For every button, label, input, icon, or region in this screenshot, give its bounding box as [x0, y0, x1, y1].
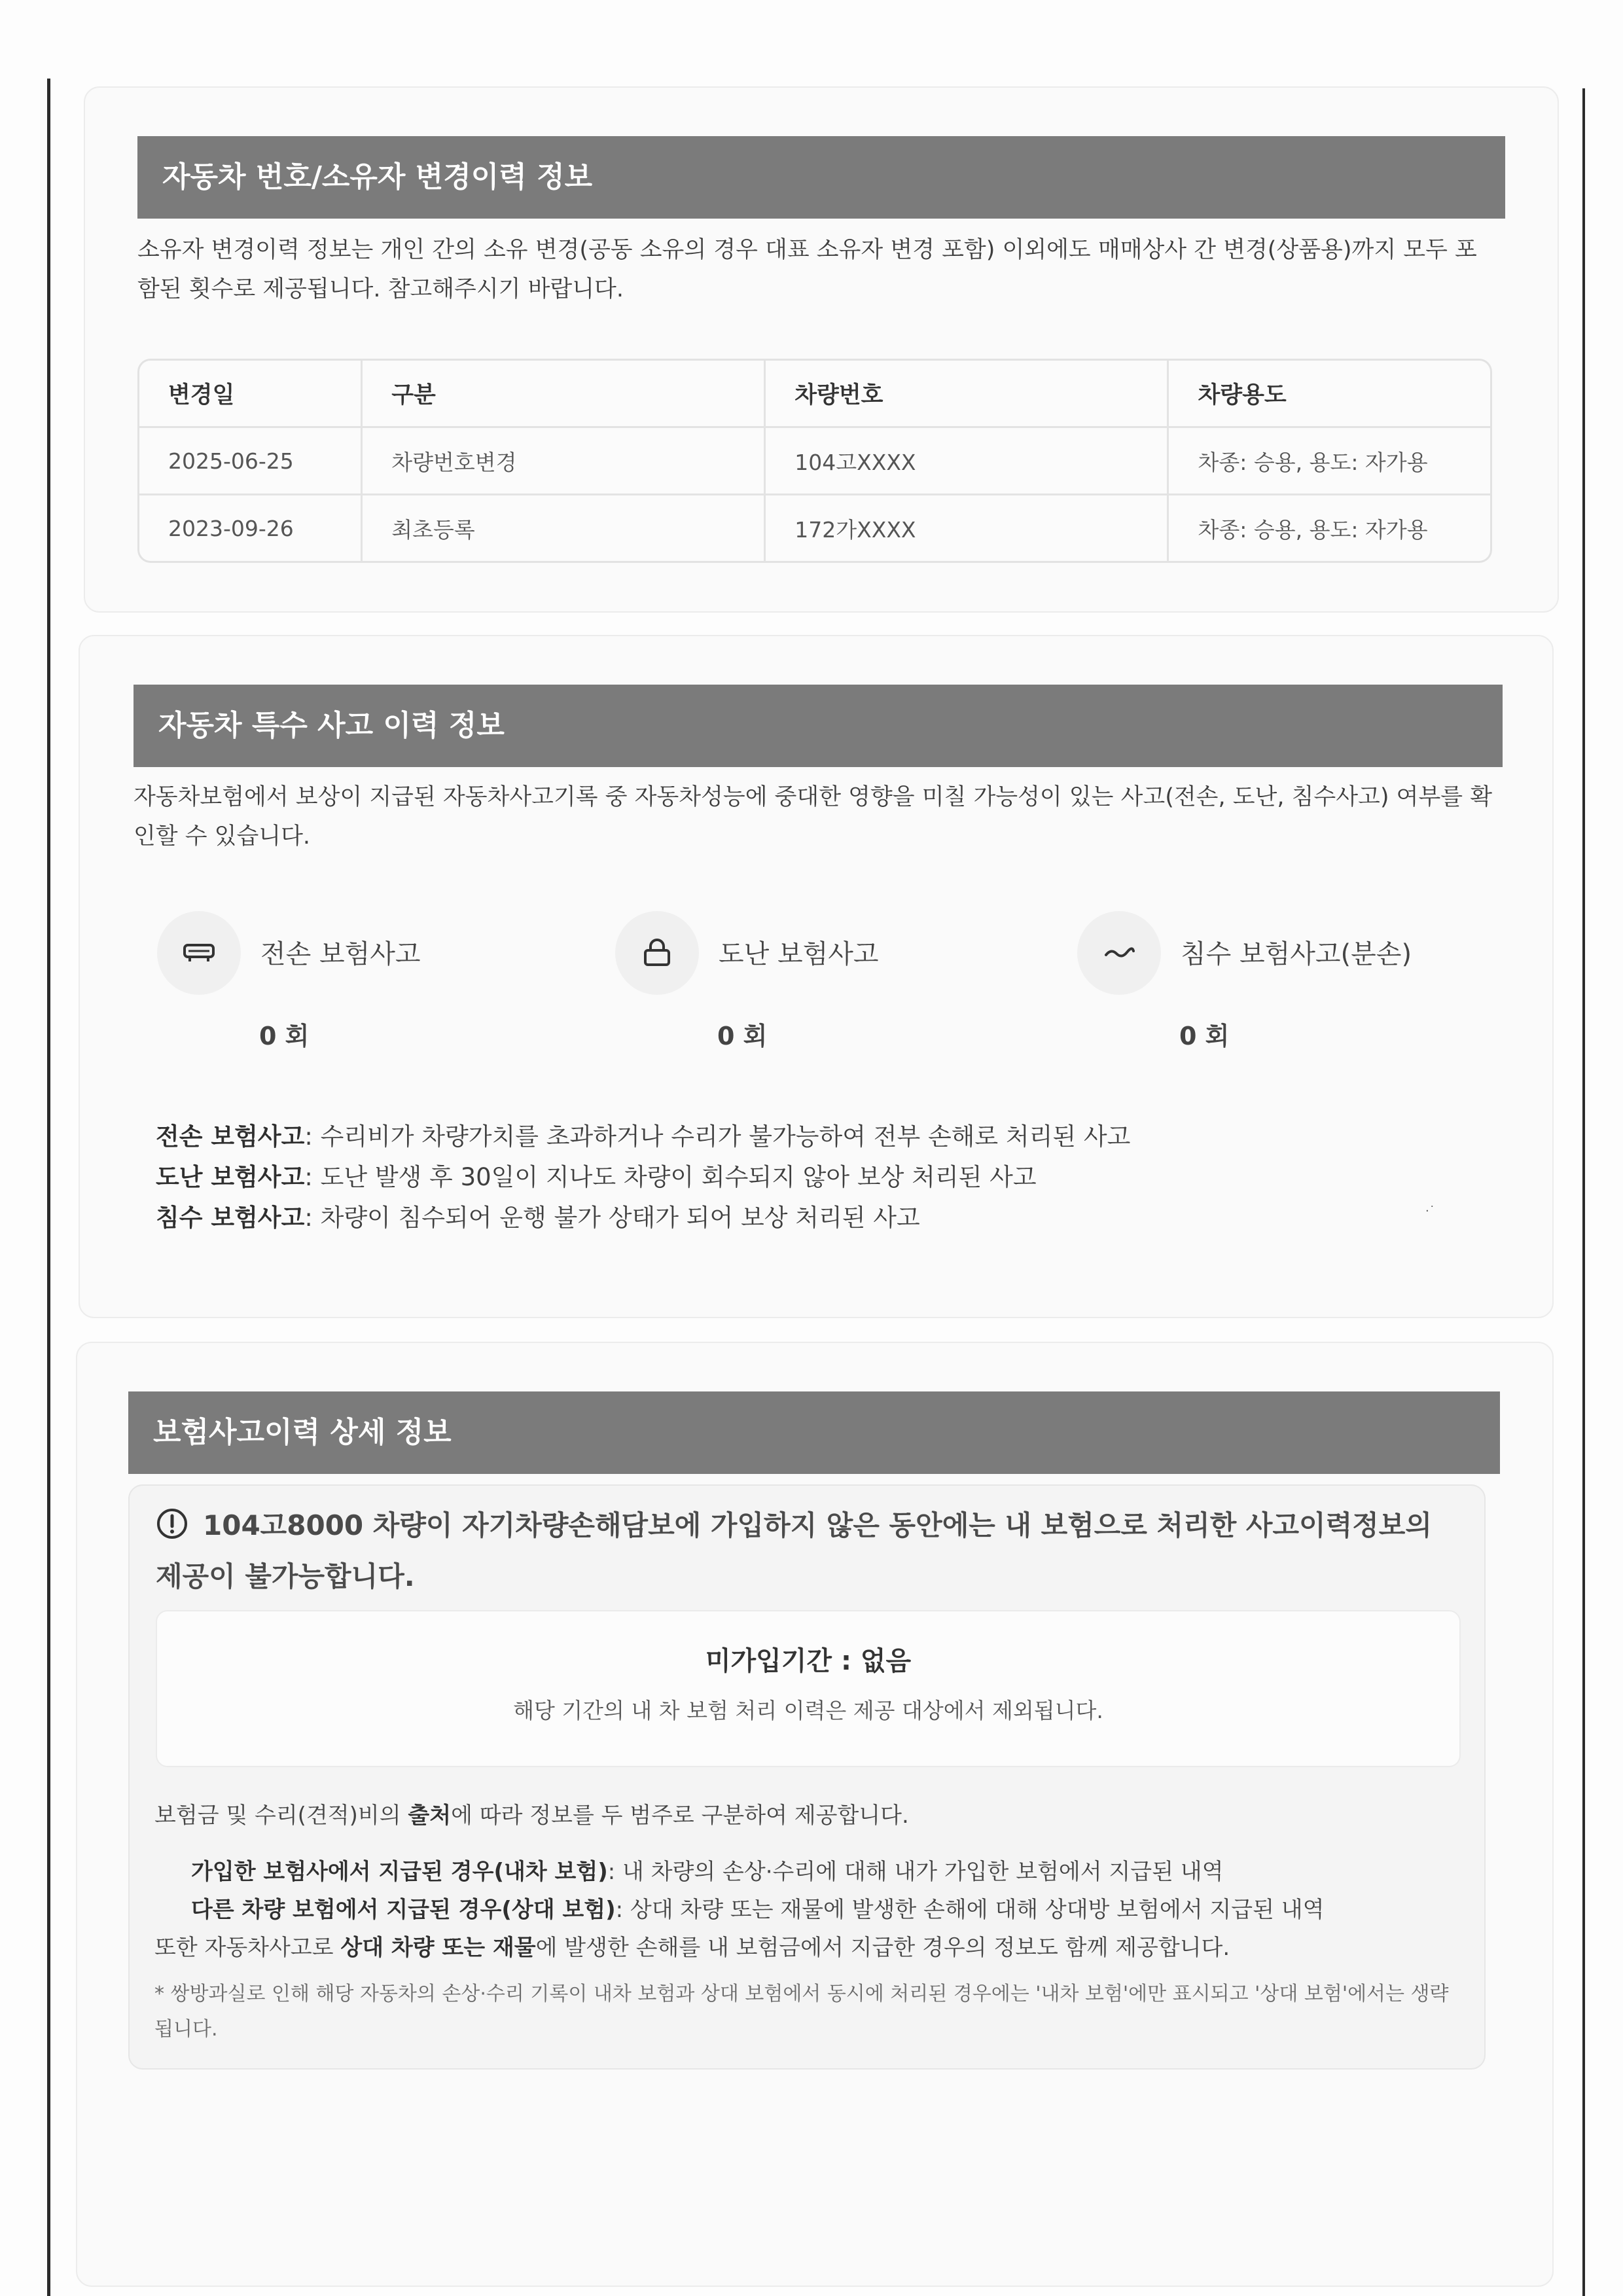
flood-label: 침수 보험사고(분손)	[1181, 939, 1412, 969]
source-intro	[154, 1797, 909, 1834]
section-title-ownership: 자동차 번호/소유자 변경이력 정보	[137, 136, 1505, 219]
scan-edge-left	[47, 79, 50, 2296]
source-intro-a: 보험금 및 수리(견적)비의	[154, 1803, 408, 1829]
theft-icon-circle	[615, 911, 699, 995]
total-loss-item	[157, 911, 576, 1081]
cell-usage: 차종: 승용, 용도: 자가용	[1169, 493, 1490, 561]
notice-text: 104고8000 차량이 자기차량손해담보에 가입하지 않은 동안에는 내 보험으로 처리한 사고이력정보의 제공이 불가능합니다.	[156, 1509, 1432, 1592]
flood-count: 0 회	[1179, 1022, 1230, 1050]
definition-term: 도난 보험사고	[156, 1163, 305, 1191]
definition-theft	[156, 1157, 1037, 1198]
own-insurance-text: : 내 차량의 손상·수리에 대해 내가 가입한 보험에서 지급된 내역	[607, 1859, 1224, 1885]
ownership-history-table	[137, 359, 1492, 563]
source-intro-b: 출처	[408, 1803, 452, 1829]
section-title-special-accident: 자동차 특수 사고 이력 정보	[134, 685, 1503, 767]
car-icon	[179, 933, 219, 973]
own-insurance-line	[191, 1854, 1223, 1890]
other-insurance-line	[191, 1892, 1324, 1928]
table-row	[139, 426, 1490, 493]
definition-term: 침수 보험사고	[156, 1204, 305, 1232]
lock-icon	[637, 933, 677, 973]
total-loss-label: 전손 보험사고	[260, 939, 421, 969]
definition-text: : 차량이 침수되어 운행 불가 상태가 되어 보상 처리된 사고	[304, 1204, 920, 1232]
notice-message	[156, 1503, 1452, 1600]
also-a: 또한 자동차사고로	[154, 1935, 341, 1961]
col-header-usage: 차량용도	[1198, 382, 1287, 408]
cell-date: 2023-09-26	[139, 493, 363, 561]
scan-edge-right	[1582, 88, 1585, 2296]
uninsured-period-box	[156, 1610, 1461, 1767]
definition-term: 전손 보험사고	[156, 1122, 305, 1151]
theft-label: 도난 보험사고	[719, 939, 879, 969]
cell-plate: 172가XXXX	[766, 493, 1169, 561]
definition-flood	[156, 1198, 920, 1238]
cell-type: 차량번호변경	[363, 426, 766, 493]
section-title-insurance-detail: 보험사고이력 상세 정보	[128, 1391, 1500, 1474]
theft-item	[615, 911, 1034, 1081]
col-header-plate: 차량번호	[766, 361, 1169, 426]
definition-text: : 수리비가 차량가치를 초과하거나 수리가 불가능하여 전부 손해로 처리된 사고	[304, 1122, 1131, 1151]
total-loss-icon-circle	[157, 911, 241, 995]
other-insurance-text: : 상대 차량 또는 재물에 발생한 손해에 대해 상대방 보험에서 지급된 내역	[615, 1897, 1325, 1923]
definition-total-loss	[156, 1117, 1130, 1157]
cell-usage: 차종: 승용, 용도: 자가용	[1169, 426, 1490, 493]
table-header-row	[139, 361, 1490, 426]
source-intro-c: 에 따라 정보를 두 범주로 구분하여 제공합니다.	[451, 1803, 909, 1829]
wave-icon	[1099, 933, 1139, 973]
own-insurance-term: 가입한 보험사에서 지급된 경우(내차 보험)	[191, 1859, 608, 1885]
col-header-date: 변경일	[139, 361, 363, 426]
ownership-description: 소유자 변경이력 정보는 개인 간의 소유 변경(공동 소유의 경우 대표 소유자 변경 포함) 이외에도 매매상사 간 변경(상품용)까지 모두 포함된 횟수로 제공됩니다. 참고해주시기 바랍니다.	[137, 237, 1477, 302]
definition-text: : 도난 발생 후 30일이 지나도 차량이 회수되지 않아 보상 처리된 사고	[304, 1163, 1037, 1191]
cell-date: 2025-06-25	[139, 426, 363, 493]
total-loss-count: 0 회	[259, 1022, 310, 1050]
theft-count: 0 회	[717, 1022, 768, 1050]
uninsured-period-subtext: 해당 기간의 내 차 보험 처리 이력은 제공 대상에서 제외됩니다.	[513, 1698, 1103, 1723]
also-c: 에 발생한 손해를 내 보험금에서 지급한 경우의 정보도 함께 제공합니다.	[535, 1935, 1230, 1961]
col-header-type: 구분	[363, 361, 766, 426]
cell-type: 최초등록	[363, 493, 766, 561]
also-provided-line	[154, 1929, 1230, 1966]
info-icon	[156, 1507, 188, 1554]
special-accident-description: 자동차보험에서 보상이 지급된 자동차사고기록 중 자동차성능에 중대한 영향을 미칠 가능성이 있는 사고(전손, 도난, 침수사고) 여부를 확인할 수 있습니다.	[134, 784, 1492, 850]
flood-item	[1077, 911, 1496, 1081]
flood-icon-circle	[1077, 911, 1161, 995]
cell-plate: 104고XXXX	[766, 426, 1169, 493]
scan-speck: ·˙	[1425, 1204, 1435, 1218]
other-insurance-term: 다른 차량 보험에서 지급된 경우(상대 보험)	[191, 1897, 616, 1923]
table-row	[139, 493, 1490, 561]
also-b: 상대 차량 또는 재물	[340, 1935, 536, 1961]
footnote: * 쌍방과실로 인해 해당 자동차의 손상·수리 기록이 내차 보험과 상대 보험에서 동시에 처리된 경우에는 '내차 보험'에만 표시되고 '상대 보험'에서는 생략됩니다.	[154, 1982, 1449, 2041]
uninsured-period-title: 미가입기간 : 없음	[705, 1646, 912, 1676]
